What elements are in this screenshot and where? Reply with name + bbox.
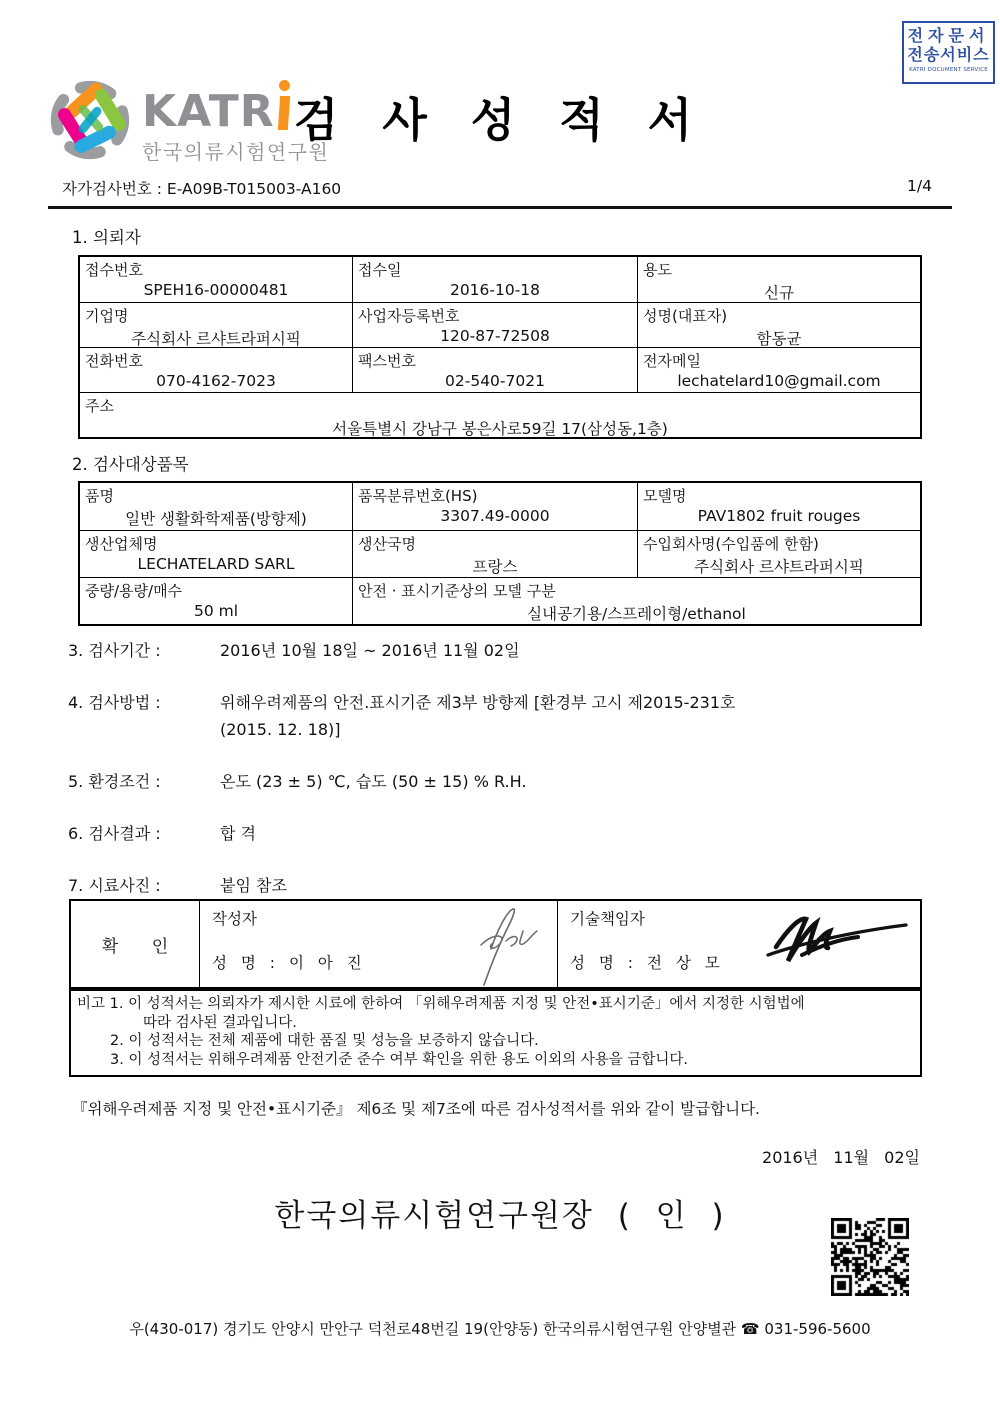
note-line-2: 따라 검사된 결과입니다.: [143, 1014, 297, 1031]
e-document-badge: [902, 21, 995, 84]
cell-product-name: 품명 일반 생활화학제품(방향제): [85, 487, 307, 528]
cell-importer: 수입회사명(수입품에 한함) 주식회사 르샤트라퍼시픽: [637, 530, 920, 577]
cell-email: 전자메일 lechatelard10@gmail.com: [637, 347, 920, 392]
cell-address: 주소 서울특별시 강남구 봉은사로59길 17(삼성동,1층): [80, 392, 920, 437]
footer-address: 우(430-017) 경기도 안양시 만안구 덕천로48번길 19(안양동) 한국의류시험연구원 안양별관 ☎ 031-596-5600: [129, 1320, 871, 1338]
brand-subtitle: 한국의류시험연구원: [142, 140, 330, 164]
issuer-title: 한국의류시험연구원장 ( 인 ): [274, 1198, 726, 1234]
cell-phone: 전화번호 070-4162-7023: [80, 347, 352, 392]
tech-manager-signature: [762, 907, 912, 973]
tech-manager-cell: [557, 901, 920, 987]
item-test-result: 6. 검사결과 : 합 격: [68, 824, 256, 843]
writer-name: 성 명 : 이 아 진: [212, 954, 362, 972]
item-test-method: 4. 검사방법 : 위해우려제품의 안전.표시기준 제3부 방향제 [환경부 고시 제2015-231호 (2015. 12. 18)]: [68, 693, 736, 739]
item-environment: 5. 환경조건 : 온도 (23 ± 5) ℃, 습도 (50 ± 15) % R.H.: [68, 772, 527, 791]
section1-heading: 1. 의뢰자: [72, 228, 141, 247]
cell-volume: 중량/용량/매수 50 ml: [80, 577, 352, 624]
page-title: 검 사 성 적 서: [293, 93, 707, 147]
cell-manufacturer: 생산업체명 LECHATELARD SARL: [80, 530, 352, 577]
brand-wordmark-text: KATR: [142, 86, 275, 137]
cell-fax: 팩스번호 02-540-7021: [352, 347, 637, 392]
note-line-4: 3. 이 성적서는 위해우려제품 안전기준 준수 여부 확인을 위한 용도 이외의 사용을 금합니다.: [110, 1051, 689, 1068]
tech-manager-role: 기술책임자: [570, 910, 645, 928]
header-divider: [48, 206, 952, 209]
cell-model-class: 안전 · 표시기준상의 모델 구분 실내공기용/스프레이형/ethanol: [352, 577, 920, 624]
note-line-1: 비고 1. 이 성적서는 의뢰자가 제시한 시료에 한하여 「위해우려제품 지정 및 안전•표시기준」에서 지정한 시험법에: [77, 996, 805, 1012]
badge-line3: KATRI DOCUMENT SERVICE: [909, 67, 988, 73]
report-number: 자가검사번호 : E-A09B-T015003-A160: [62, 180, 342, 198]
section2-heading: 2. 검사대상품목: [72, 455, 189, 474]
cell-country: 생산국명 프랑스: [352, 530, 637, 577]
confirmation-table: [69, 899, 922, 989]
cell-biz-reg-no: 사업자등록번호 120-87-72508: [352, 302, 637, 347]
writer-cell: [199, 901, 557, 987]
item-test-period: 3. 검사기간 : 2016년 10월 18일 ~ 2016년 11월 02일: [68, 641, 520, 660]
badge-line2: 전송서비스: [907, 45, 990, 64]
issue-date: 2016년 11월 02일: [762, 1148, 920, 1167]
page-indicator: 1/4: [907, 177, 932, 195]
confirm-stamp-cell: 확 인: [101, 936, 183, 957]
item-sample-photo: 7. 시료사진 : 붙임 참조: [68, 876, 287, 895]
note-line-3: 2. 이 성적서는 전체 제품에 대한 품질 및 성능을 보증하지 않습니다.: [110, 1033, 539, 1049]
writer-signature: [451, 903, 551, 989]
writer-role: 작성자: [212, 910, 257, 928]
client-table: [78, 255, 922, 439]
badge-line1: 전자문서: [907, 26, 990, 45]
tech-manager-name: 성 명 : 전 상 모: [570, 954, 720, 972]
cell-purpose: 용도 신규: [637, 257, 920, 302]
cell-receipt-date: 접수일 2016-10-18: [352, 257, 637, 302]
cell-company: 기업명 주식회사 르샤트라퍼시픽: [80, 302, 352, 347]
numbered-items: [68, 637, 928, 924]
cell-model-name: 모델명 PAV1802 fruit rouges: [637, 483, 920, 530]
cell-hs-code: 품목분류번호(HS) 3307.49-0000: [352, 483, 637, 530]
cell-ceo-name: 성명(대표자) 함동균: [637, 302, 920, 347]
product-table: [78, 481, 922, 626]
qr-code: [831, 1218, 909, 1296]
cell-receipt-no: 접수번호 SPEH16-00000481: [85, 261, 289, 299]
issuance-statement: 『위해우려제품 지정 및 안전•표시기준』 제6조 및 제7조에 따른 검사성적서를 위와 같이 발급합니다.: [72, 1100, 760, 1118]
notes-box: [69, 989, 922, 1077]
